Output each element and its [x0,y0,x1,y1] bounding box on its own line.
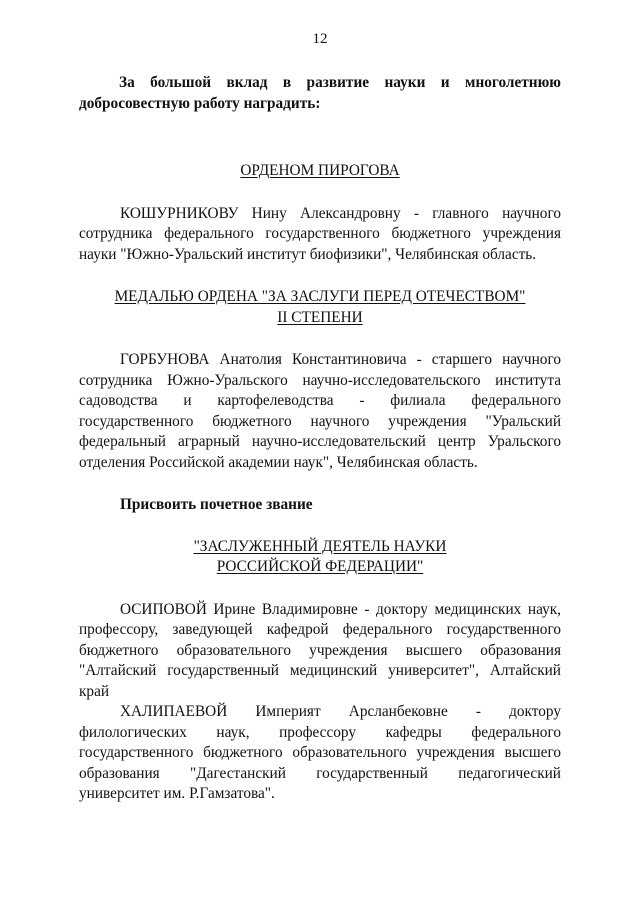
page-number: 12 [312,31,328,47]
award-heading-merit-medal-line2: II СТЕПЕНИ [277,308,363,326]
award-heading-pirogov-text: ОРДЕНОМ ПИРОГОВА [240,162,400,179]
recipient-paragraph-osipova: ОСИПОВОЙ Ирине Владимировне - доктору медицинских наук, профессору, заведующей кафедрой федерального государственного бюджетного образовательного учреждения высшего образования "Алтайский государственный медицинский университет", Алтайский край [79,600,561,700]
honorary-title-heading-line1: "ЗАСЛУЖЕННЫЙ ДЕЯТЕЛЬ НАУКИ [193,537,447,555]
intro-paragraph: За большой вклад в развитие науки и многолетнюю добросовестную работу наградить: [79,74,561,112]
honorary-title-subhead: Присвоить почетное звание [120,496,313,513]
honorary-title-heading [79,537,561,578]
honorary-title-heading-line2: РОССИЙСКОЙ ФЕДЕРАЦИИ" [216,558,424,575]
recipient-paragraph-gorbunov: ГОРБУНОВА Анатолия Константиновича - старшего научного сотрудника Южно-Уральского научно-исследовательского института садоводства и картофелеводства - филиала федерального государственного бюджетного научного учреждения "Уральский федеральный аграрный научно-исследовательский центр Уральского отделения Российской академии наук", Челябинская область. [79,351,561,471]
award-heading-pirogov-order [79,161,561,182]
recipient-paragraph-koshurnikova: КОШУРНИКОВУ Нину Александровну - главного научного сотрудника федерального государственного бюджетного учреждения науки "Южно-Уральский институт биофизики", Челябинская область. [79,204,561,263]
recipient-paragraph-khalipaeva: ХАЛИПАЕВОЙ Империят Арсланбековне - доктору филологических наук, профессору кафедры федерального государственного бюджетного образовательного учреждения высшего образования "Дагестанский государственный педагогический университет им. Р.Гамзатова". [79,703,561,802]
document-body [79,73,561,805]
award-heading-merit-medal-line1: МЕДАЛЬЮ ОРДЕНА "ЗА ЗАСЛУГИ ПЕРЕД ОТЕЧЕСТВОМ" [114,288,526,305]
award-heading-merit-medal [79,287,561,328]
